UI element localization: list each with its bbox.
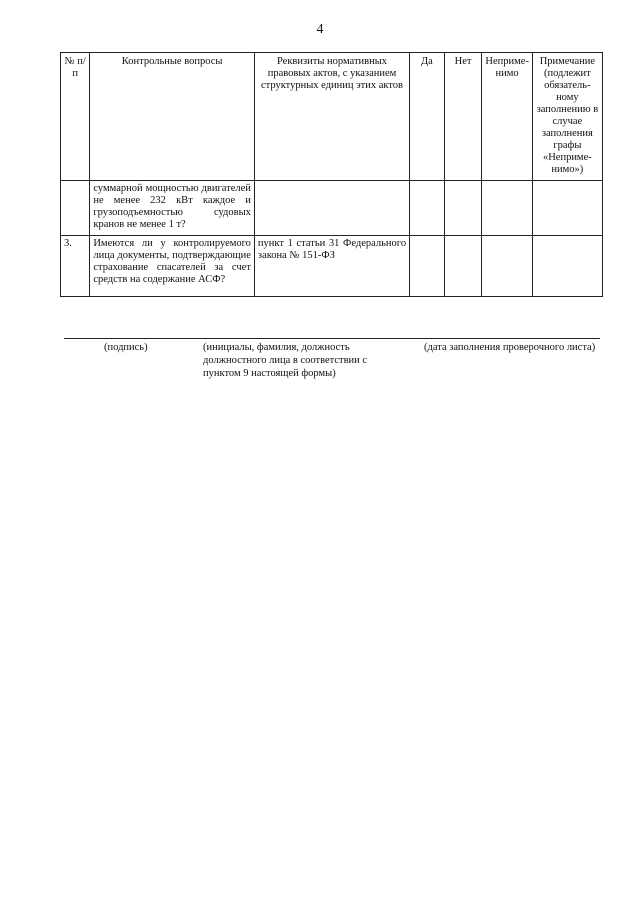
signature-line <box>64 338 600 339</box>
table-row <box>61 181 603 236</box>
header-num: № п/п <box>61 53 90 181</box>
header-not-applicable: Неприме-нимо <box>482 53 532 181</box>
table-row <box>61 236 603 297</box>
row-note-cell[interactable] <box>532 181 602 236</box>
row-yes-cell[interactable] <box>410 236 445 297</box>
row-note-cell[interactable] <box>532 236 602 297</box>
row-requisites: пункт 1 статьи 31 Федерального закона № 151-ФЗ <box>254 236 409 297</box>
header-no: Нет <box>444 53 482 181</box>
header-requisites: Реквизиты нормативных правовых актов, с указанием структурных единиц этих актов <box>254 53 409 181</box>
row-num: 3. <box>61 236 90 297</box>
header-yes: Да <box>410 53 445 181</box>
header-note: Примечание (подлежит обязатель-ному заполнению в случае заполнения графы «Неприме-нимо») <box>532 53 602 181</box>
row-no-cell[interactable] <box>444 236 482 297</box>
date-label: (дата заполнения проверочного листа) <box>424 342 596 353</box>
row-question: Имеются ли у контролируемого лица документы, подтверждающие страхование спасателей за счет средств на содержание АСФ? <box>90 236 255 297</box>
row-requisites <box>254 181 409 236</box>
row-yes-cell[interactable] <box>410 181 445 236</box>
header-questions: Контрольные вопросы <box>90 53 255 181</box>
signature-label: (подпись) <box>104 342 148 353</box>
page-number: 4 <box>316 22 324 37</box>
row-question: суммарной мощностью двигателей не менее 232 кВт каждое и грузоподъемностью судовых кранов не менее 1 т? <box>90 181 255 236</box>
row-no-cell[interactable] <box>444 181 482 236</box>
table-header-row <box>61 53 603 181</box>
row-not-applicable-cell[interactable] <box>482 236 532 297</box>
row-num <box>61 181 90 236</box>
checklist-table <box>60 52 603 297</box>
row-not-applicable-cell[interactable] <box>482 181 532 236</box>
name-position-label: (инициалы, фамилия, должность должностного лица в соответствии с пунктом 9 настоящей формы) <box>203 342 368 379</box>
